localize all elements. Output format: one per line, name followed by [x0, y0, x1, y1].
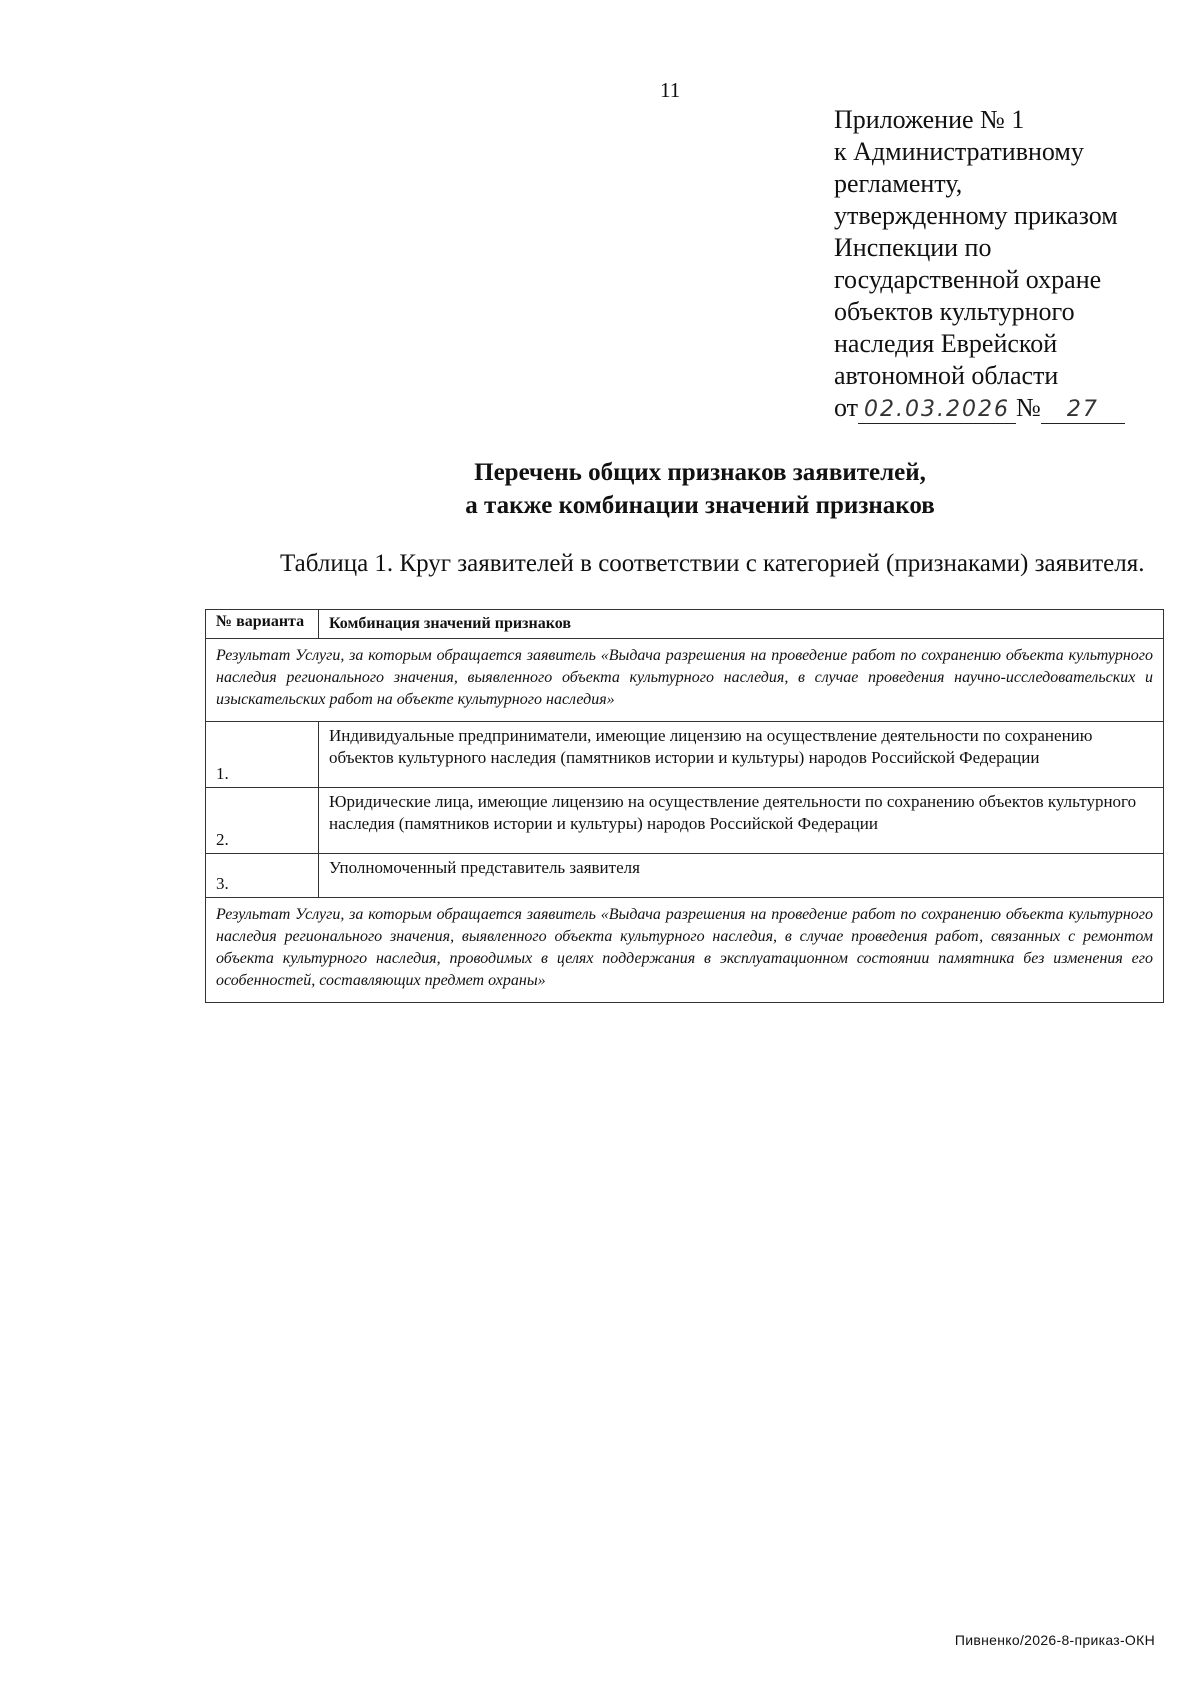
variant-number: 3. — [206, 854, 319, 898]
date-number-line — [834, 392, 1174, 424]
header-variant-number: № варианта — [206, 610, 319, 639]
appendix-line: государственной охране — [834, 265, 1102, 294]
table-header-row — [206, 610, 1164, 639]
handwritten-date: 02.03.2026 — [858, 397, 1016, 424]
appendix-line: объектов культурного — [834, 297, 1075, 326]
applicants-table — [205, 609, 1164, 1003]
appendix-line: Приложение № 1 — [834, 105, 1025, 134]
appendix-block — [834, 104, 1174, 424]
table-row — [206, 854, 1164, 898]
result-description: Результат Услуги, за которым обращается заявитель «Выдача разрешения на проведение работ по сохранению объекта культурного наследия регионального значения, выявленного объекта культурного наследия, в случае проведения научно-исследовательских и изыскательских работ на объекте культурного наследия» — [206, 639, 1164, 722]
table-caption: Таблица 1. Круг заявителей в соответствии с категорией (признаками) заявителя. — [280, 550, 1145, 577]
appendix-line: наследия Еврейской — [834, 329, 1058, 358]
variant-description: Индивидуальные предприниматели, имеющие лицензию на осуществление деятельности по сохранению объектов культурного наследия (памятников истории и культуры) народов Российской Федерации — [319, 722, 1164, 788]
result-description: Результат Услуги, за которым обращается заявитель «Выдача разрешения на проведение работ по сохранению объекта культурного наследия регионального значения, выявленного объекта культурного наследия, в случае проведения работ, связанных с ремонтом объекта культурного наследия, проводимых в целях поддержания в эксплуатационном состоянии памятника без изменения его особенностей, составляющих предмет охраны» — [206, 898, 1164, 1003]
result-row — [206, 639, 1164, 722]
appendix-line: регламенту, — [834, 169, 963, 198]
result-row — [206, 898, 1164, 1003]
variant-description: Уполномоченный представитель заявителя — [319, 854, 1164, 898]
table-row — [206, 722, 1164, 788]
appendix-line: автономной области — [834, 361, 1059, 390]
page-number: 11 — [660, 78, 681, 102]
appendix-line: к Административному — [834, 137, 1084, 166]
variant-description: Юридические лица, имеющие лицензию на осуществление деятельности по сохранению объектов культурного наследия (памятников истории и культуры) народов Российской Федерации — [319, 788, 1164, 854]
appendix-line: утвержденному приказом — [834, 201, 1118, 230]
table-row — [206, 788, 1164, 854]
document-title — [200, 456, 1200, 522]
title-line-1: Перечень общих признаков заявителей, — [474, 459, 926, 486]
variant-number: 1. — [206, 722, 319, 788]
title-line-2: а также комбинации значений признаков — [465, 492, 935, 519]
appendix-line: Инспекции по — [834, 233, 992, 262]
number-prefix: № — [1016, 393, 1041, 422]
date-prefix: от — [834, 393, 859, 422]
footer-document-code: Пивненко/2026-8-приказ-ОКН — [954, 1632, 1155, 1648]
variant-number: 2. — [206, 788, 319, 854]
header-combination: Комбинация значений признаков — [319, 610, 1164, 639]
handwritten-number: 27 — [1041, 397, 1125, 424]
